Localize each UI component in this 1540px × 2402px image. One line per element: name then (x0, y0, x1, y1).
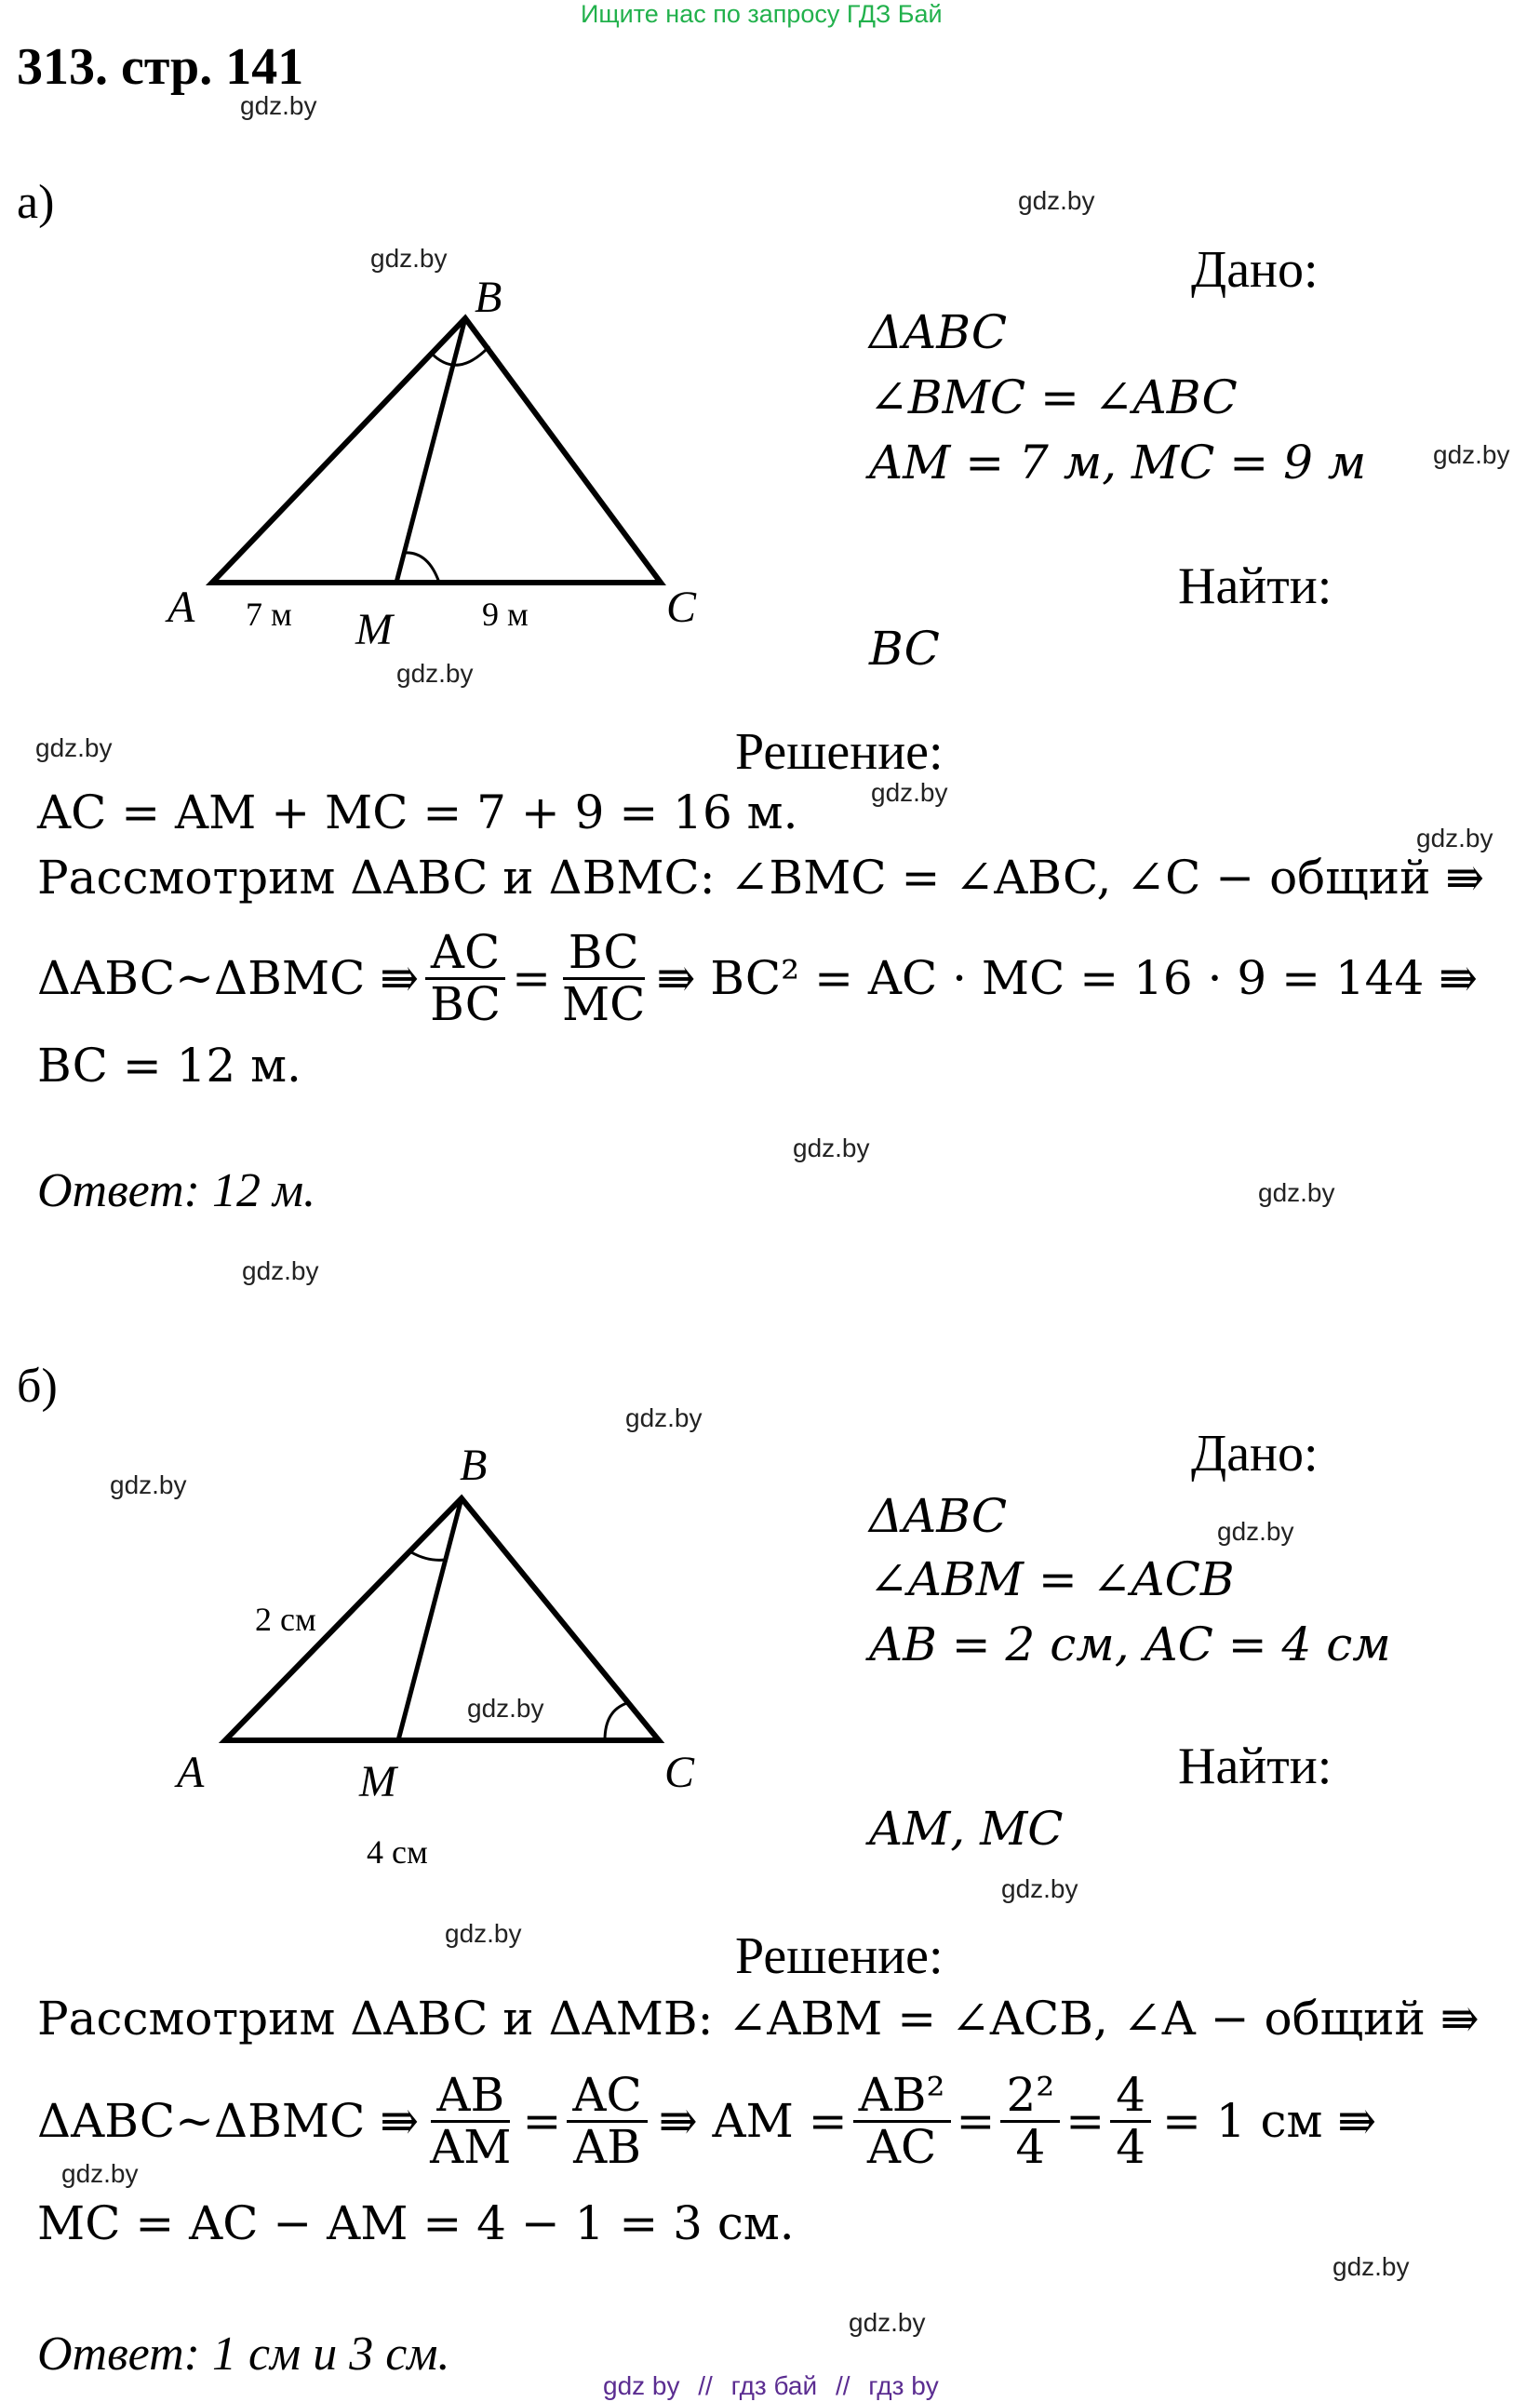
watermark: gdz.by (1433, 440, 1510, 469)
watermark: gdz.by (396, 659, 474, 688)
solution-text: ΔABC~ΔBMC ⇛ (37, 951, 420, 1005)
fraction-4-4 (1110, 2068, 1151, 2174)
find-value: BC (869, 622, 940, 676)
fraction-ab2-ac (853, 2068, 951, 2174)
equals-sign: = (522, 2094, 562, 2148)
solution-text: ⇛ BC² = AC · MC = 16 · 9 = 144 ⇛ (656, 951, 1479, 1005)
given-item: ∠ABM = ∠ACB (869, 1552, 1235, 1606)
vertex-c-label: C (666, 583, 697, 632)
vertex-a-label: A (167, 583, 195, 632)
solution-line-fractions (37, 908, 1478, 1048)
watermark: gdz.by (793, 1134, 870, 1162)
angle-c-arc (605, 1703, 627, 1740)
find-header: Найти: (1178, 1738, 1332, 1795)
numerator: 2² (1000, 2071, 1060, 2123)
solution-text: ⇛ AM = (658, 2094, 848, 2148)
triangle-a-figure (149, 261, 744, 670)
fraction-ac-ab (567, 2068, 647, 2174)
given-item: AB = 2 см, AC = 4 см (869, 1617, 1391, 1671)
part-a-label: а) (17, 176, 55, 229)
fraction-ab-am (424, 2068, 516, 2174)
equals-sign: = (512, 951, 551, 1005)
watermark: gdz.by (370, 244, 448, 273)
watermark: gdz.by (625, 1403, 703, 1432)
solution-text: = 1 см ⇛ (1162, 2094, 1377, 2148)
given-item: ∠BMC = ∠ABC (869, 370, 1238, 424)
watermark: gdz.by (1001, 1874, 1078, 1903)
numerator: AC (567, 2071, 647, 2123)
numerator: 4 (1110, 2071, 1151, 2123)
solution-line: AC = AM + MC = 7 + 9 = 16 м. (37, 785, 798, 839)
solution-line: MC = AC − AM = 4 − 1 = 3 см. (37, 2196, 795, 2250)
solution-header: Решение: (735, 1927, 944, 1985)
watermark: gdz.by (1018, 186, 1095, 215)
watermark: gdz.by (242, 1256, 319, 1285)
given-item: ΔABC (869, 305, 1008, 359)
vertex-b-label: B (460, 1441, 488, 1490)
watermark: gdz.by (1258, 1178, 1335, 1207)
solution-line: BC = 12 м. (37, 1039, 301, 1093)
page-title: 313. стр. 141 (17, 38, 304, 96)
solution-header: Решение: (735, 723, 944, 781)
fraction-2sq-4 (1000, 2068, 1060, 2174)
watermark: gdz.by (849, 2308, 926, 2337)
point-m-label: M (359, 1757, 396, 1806)
denominator: BC (430, 976, 502, 1031)
given-header: Дано: (1191, 1425, 1319, 1483)
denominator: MC (561, 976, 646, 1031)
watermark: gdz.by (1332, 2252, 1410, 2281)
solution-line: Рассмотрим ΔABC и ΔBMC: ∠BMC = ∠ABC, ∠C − общий ⇛ (37, 851, 1485, 905)
vertex-b-label: B (475, 273, 502, 322)
watermark: gdz.by (871, 778, 948, 807)
numerator: AC (425, 928, 505, 980)
fraction-ac-bc (424, 925, 506, 1031)
vertex-a-label: A (177, 1748, 205, 1797)
footer-links (603, 2371, 939, 2401)
point-m-label: M (355, 605, 393, 654)
footer-link-gdz-bai[interactable]: гдз бай (730, 2371, 818, 2400)
given-header: Дано: (1191, 241, 1319, 299)
given-item: AM = 7 м, MC = 9 м (869, 436, 1367, 490)
ab-length-label: 2 см (255, 1601, 316, 1638)
triangle-b-figure (149, 1424, 744, 1889)
part-b-label: б) (17, 1360, 58, 1413)
denominator: AM (430, 2119, 512, 2174)
fraction-bc-mc (556, 925, 650, 1031)
am-length-label: 7 м (246, 596, 292, 633)
equals-sign: = (956, 2094, 996, 2148)
footer-separator: // (835, 2371, 850, 2400)
equals-sign: = (1065, 2094, 1105, 2148)
watermark: gdz.by (1416, 824, 1493, 852)
footer-link-gdz-by-ru[interactable]: гдз by (868, 2371, 939, 2400)
angle-b-arc (432, 346, 489, 365)
vertex-c-label: C (664, 1748, 695, 1797)
answer-a: Ответ: 12 м. (37, 1164, 316, 1217)
ac-length-label: 4 см (367, 1833, 428, 1871)
answer-b: Ответ: 1 см и 3 см. (37, 2328, 450, 2381)
angle-m-arc (404, 553, 439, 583)
footer-link-gdz-by[interactable]: gdz by (603, 2371, 680, 2400)
find-header: Найти: (1178, 557, 1332, 615)
solution-line-fractions (37, 2051, 1376, 2191)
denominator: 4 (1116, 2119, 1146, 2174)
mc-length-label: 9 м (482, 596, 529, 633)
numerator: AB² (853, 2071, 951, 2123)
search-hint-link[interactable]: Ищите нас по запросу ГДЗ Бай (581, 0, 943, 28)
find-value: AM, MC (869, 1802, 1064, 1856)
watermark: gdz.by (35, 733, 113, 762)
footer-separator: // (698, 2371, 713, 2400)
denominator: AC (866, 2119, 937, 2174)
watermark: gdz.by (445, 1919, 522, 1948)
watermark: gdz.by (110, 1470, 187, 1499)
denominator: AB (573, 2119, 641, 2174)
solution-line: Рассмотрим ΔABC и ΔAMB: ∠ABM = ∠ACB, ∠A − общий ⇛ (37, 1992, 1480, 2046)
watermark: gdz.by (467, 1694, 544, 1723)
watermark: gdz.by (240, 91, 317, 120)
given-item: ΔABC (869, 1489, 1008, 1543)
angle-abm-arc (411, 1552, 445, 1560)
watermark: gdz.by (61, 2159, 139, 2188)
solution-text: ΔABC~ΔBMC ⇛ (37, 2094, 420, 2148)
denominator: 4 (1015, 2119, 1046, 2174)
numerator: AB (431, 2071, 510, 2123)
watermark: gdz.by (1217, 1517, 1294, 1546)
numerator: BC (563, 928, 645, 980)
